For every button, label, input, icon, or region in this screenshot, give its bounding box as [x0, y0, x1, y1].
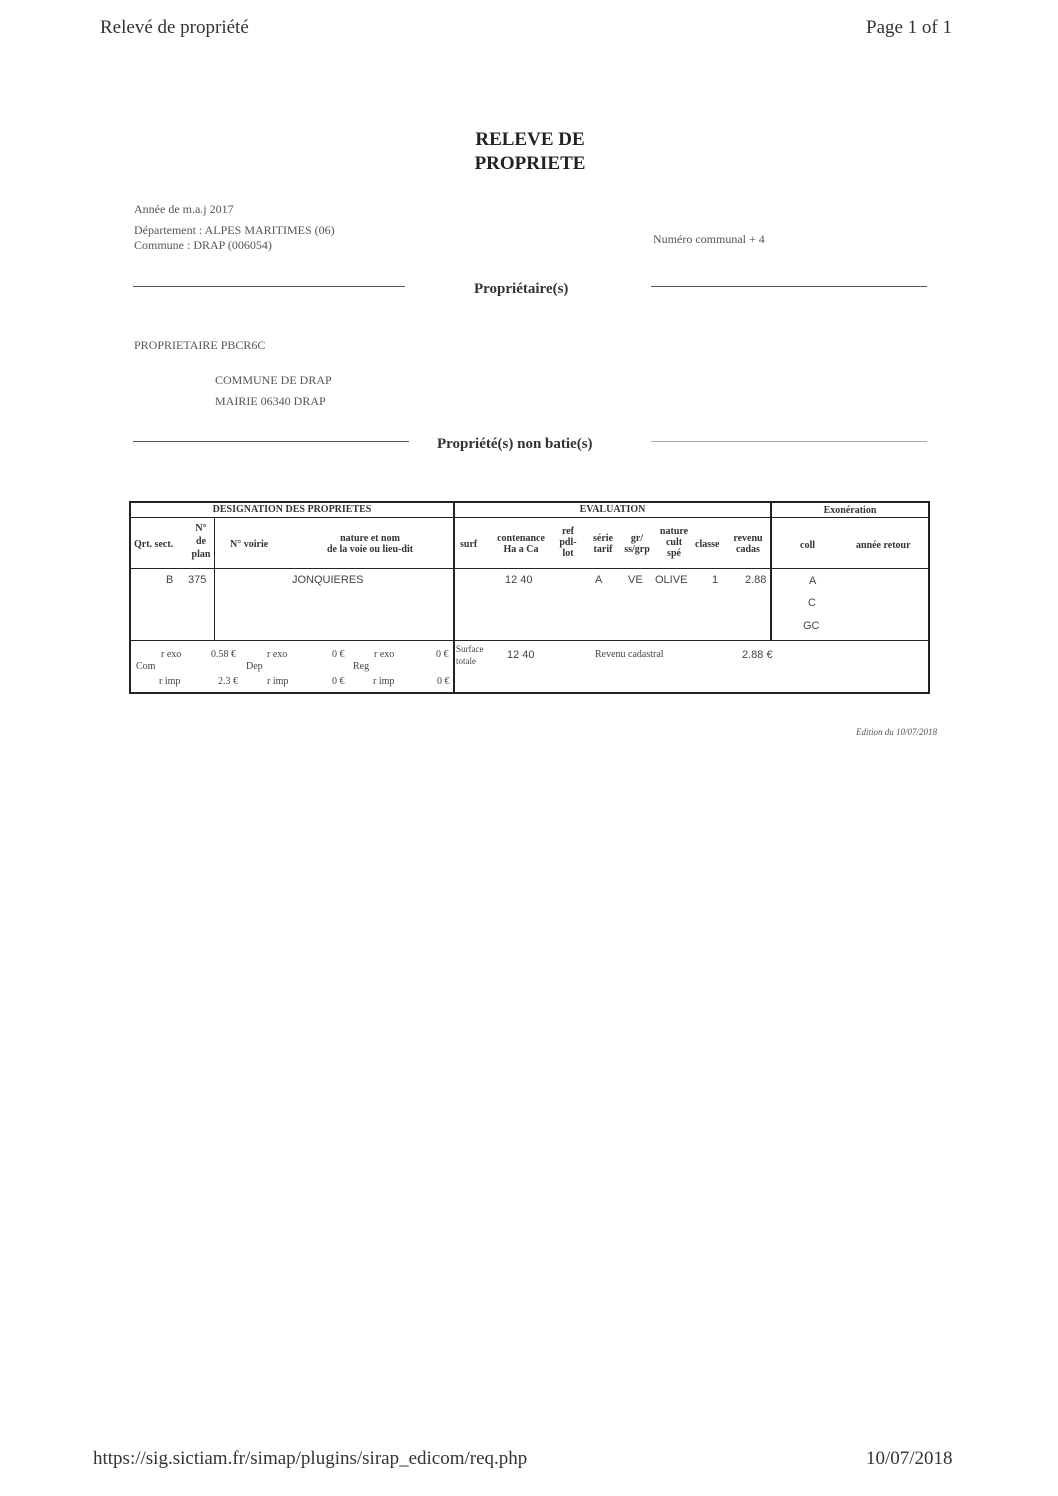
footer-url[interactable]: https://sig.sictiam.fr/simap/plugins/sirap_edicom/req.php — [93, 1448, 528, 1469]
page-number: Page 1 of 1 — [866, 17, 953, 38]
proprietaires-heading: Propriétaire(s) — [474, 281, 569, 297]
dep-exo-value: 0 € — [332, 649, 345, 660]
cell-revenu: 2.88 — [745, 574, 767, 586]
col-revenu-2: cadas — [736, 544, 760, 555]
col-sep-plan — [214, 517, 215, 640]
cell-plan: 375 — [188, 574, 207, 586]
col-revenu-1: revenu — [733, 533, 763, 544]
col-serie — [589, 533, 617, 555]
proprietaire-address: MAIRIE 06340 DRAP — [215, 394, 326, 408]
cell-contenance: 12 40 — [505, 574, 533, 586]
row-divider — [131, 568, 928, 569]
cell-nature: OLIVE — [655, 574, 688, 586]
meta-departement: Département : ALPES MARITIMES (06) — [134, 223, 335, 237]
col-no-voirie: N° voirie — [230, 539, 269, 550]
col-no-plan-2: de — [196, 536, 206, 547]
reg-r-exo-label: r exo — [374, 649, 395, 660]
surface-totale-label-2: totale — [456, 656, 476, 666]
col-serie-2: tarif — [593, 544, 613, 555]
divider-left-2 — [133, 441, 409, 442]
meta-annee: Année de m.a.j 2017 — [134, 202, 234, 216]
col-ref-2: pdl- — [559, 537, 577, 548]
col-contenance-2: Ha a Ca — [503, 544, 539, 555]
col-qrt-sect: Qrt. sect. — [134, 539, 174, 550]
divider-right-2 — [651, 441, 927, 442]
col-surf: surf — [460, 539, 478, 550]
proprietaire-name: COMMUNE DE DRAP — [215, 373, 332, 387]
col-annee-retour: année retour — [856, 540, 911, 551]
dep-r-imp-label: r imp — [267, 676, 289, 687]
col-gr-2: ss/grp — [624, 544, 650, 555]
reg-label: Reg — [353, 661, 370, 672]
col-nature-nom — [305, 533, 435, 555]
surface-totale-label-1: Surface — [456, 644, 484, 654]
col-ref — [557, 526, 579, 559]
title-line-1: RELEVE DE — [475, 129, 585, 150]
non-batie-heading: Propriété(s) non batie(s) — [437, 436, 593, 452]
col-no-plan-3: plan — [191, 549, 211, 560]
col-nature-cult-3: spé — [667, 548, 681, 559]
cell-classe: 1 — [712, 574, 719, 586]
totals-divider — [131, 640, 928, 641]
propriete-table — [129, 501, 930, 694]
col-contenance-1: contenance — [497, 533, 545, 544]
cell-coll-a: A — [809, 575, 817, 587]
col-no-plan-1: N° — [195, 523, 207, 534]
col-nature-cult — [655, 526, 693, 559]
group-exoneration: Exonération — [823, 505, 877, 516]
surface-totale-value: 12 40 — [507, 649, 535, 661]
col-ref-1: ref — [561, 526, 575, 537]
header-divider — [131, 517, 928, 518]
edition-date: Edition du 10/07/2018 — [856, 727, 937, 737]
col-coll: coll — [800, 540, 815, 551]
com-exo-value: 0.58 € — [211, 649, 236, 660]
proprietaire-label: PROPRIETAIRE PBCR6C — [134, 338, 266, 352]
divider-left — [133, 286, 405, 287]
com-imp-value: 2.3 € — [218, 676, 238, 687]
col-nature-cult-2: cult — [665, 537, 683, 548]
dep-label: Dep — [246, 661, 263, 672]
com-r-imp-label: r imp — [159, 676, 181, 687]
group-evaluation: EVALUATION — [579, 504, 646, 515]
document-title — [430, 128, 630, 176]
col-nature-nom-1: nature et nom — [340, 533, 400, 544]
col-sep-exoneration — [770, 503, 772, 640]
col-gr-1: gr/ — [630, 533, 644, 544]
col-contenance — [490, 533, 552, 555]
col-sep-evaluation — [453, 503, 455, 692]
col-serie-1: série — [593, 533, 613, 544]
col-ref-3: lot — [562, 548, 574, 559]
col-revenu — [729, 533, 767, 555]
col-nature-nom-2: de la voie ou lieu-dit — [326, 544, 414, 555]
col-classe: classe — [695, 539, 720, 550]
col-nature-cult-1: nature — [659, 526, 689, 537]
reg-exo-value: 0 € — [436, 649, 449, 660]
col-no-plan — [189, 523, 213, 560]
reg-r-imp-label: r imp — [373, 676, 395, 687]
dep-imp-value: 0 € — [332, 676, 345, 687]
page-header-title: Relevé de propriété — [100, 17, 249, 38]
title-line-2: PROPRIETE — [474, 153, 586, 174]
cell-lieu-dit: JONQUIERES — [292, 574, 364, 586]
surface-totale-label — [456, 643, 483, 667]
revenu-cadastral-value: 2.88 € — [742, 649, 773, 661]
col-gr — [621, 533, 653, 555]
cell-sect: B — [166, 574, 174, 586]
dep-r-exo-label: r exo — [267, 649, 288, 660]
cell-coll-c: C — [808, 597, 816, 609]
cell-gr: VE — [628, 574, 643, 586]
com-label: Com — [136, 661, 156, 672]
cell-coll-gc: GC — [803, 620, 820, 632]
com-r-exo-label: r exo — [161, 649, 182, 660]
cell-serie: A — [595, 574, 603, 586]
revenu-cadastral-label: Revenu cadastral — [595, 649, 664, 660]
meta-numero-communal: Numéro communal + 4 — [653, 232, 765, 246]
group-designation: DESIGNATION DES PROPRIETES — [212, 504, 372, 515]
footer-date: 10/07/2018 — [866, 1448, 953, 1469]
meta-commune: Commune : DRAP (006054) — [134, 238, 272, 252]
divider-right — [651, 286, 927, 287]
reg-imp-value: 0 € — [437, 676, 450, 687]
